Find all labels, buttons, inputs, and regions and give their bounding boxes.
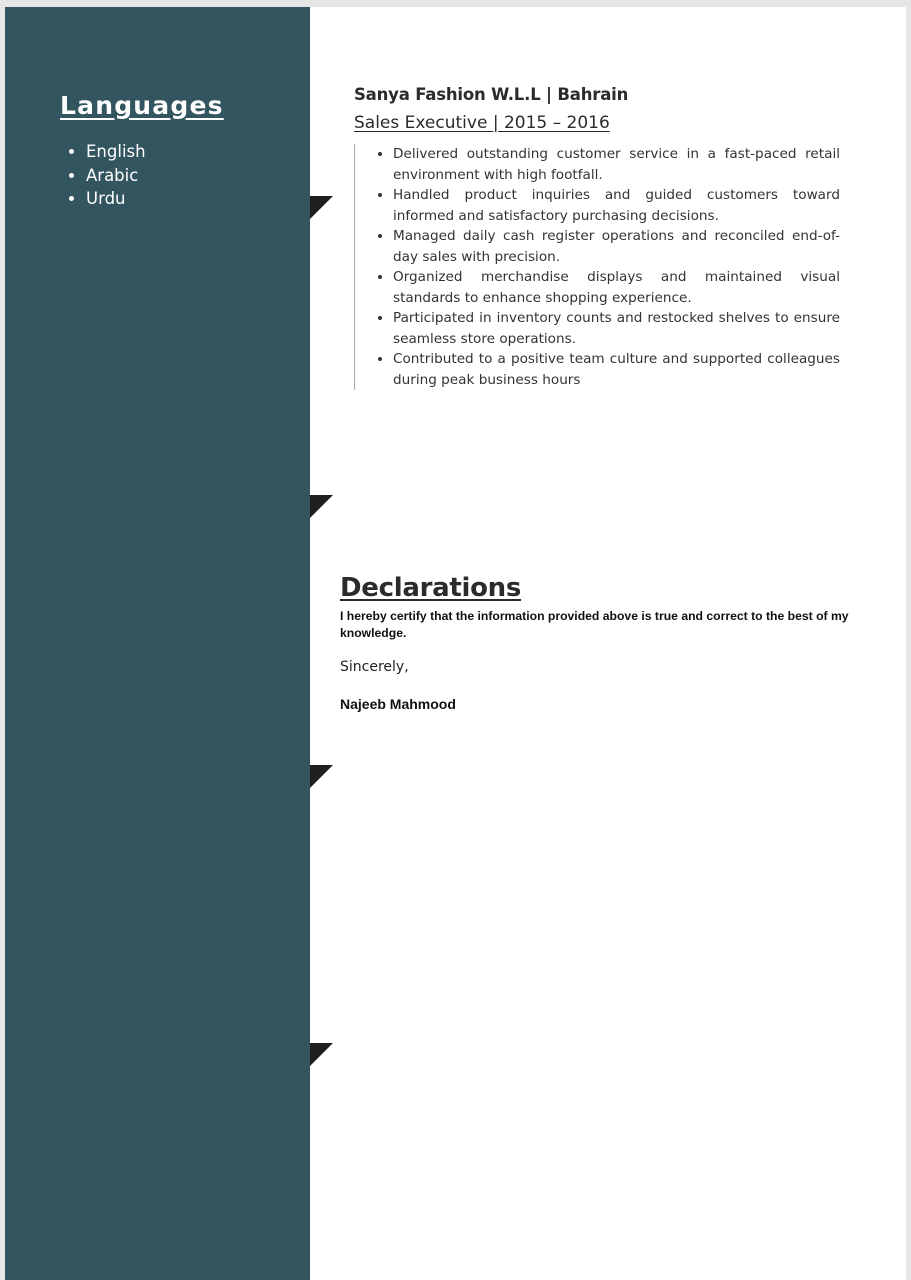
duties-list	[357, 144, 840, 390]
languages-heading: Languages	[60, 91, 224, 120]
duty-item: • Organized merchandise displays and maintained visual standards to enhance shopping experience.	[393, 267, 840, 308]
resume-page	[5, 7, 906, 1280]
corner-notch-decoration	[310, 196, 333, 219]
duty-item: • Contributed to a positive team culture and supported colleagues during peak business hours	[393, 349, 840, 390]
sidebar	[5, 7, 310, 1280]
signer-name: Najeeb Mahmood	[340, 696, 456, 712]
duty-item: • Delivered outstanding customer service in a fast-paced retail environment with high footfall.	[393, 144, 840, 185]
closing-text: Sincerely,	[340, 659, 409, 675]
corner-notch-decoration	[310, 765, 333, 788]
language-item: • Arabic	[86, 164, 146, 188]
declarations-heading: Declarations	[340, 573, 522, 603]
company-name: Sanya Fashion W.L.L | Bahrain	[354, 85, 629, 104]
languages-list	[63, 140, 146, 211]
job-role: Sales Executive | 2015 – 2016	[354, 113, 610, 133]
duty-item: • Handled product inquiries and guided customers toward informed and satisfactory purchasing decisions.	[393, 185, 840, 226]
corner-notch-decoration	[310, 495, 333, 518]
language-item: • English	[86, 140, 146, 164]
duties-block	[354, 144, 840, 390]
language-item: • Urdu	[86, 187, 146, 211]
declaration-statement: I hereby certify that the information provided above is true and correct to the best of my knowledge.	[340, 609, 849, 640]
corner-notch-decoration	[310, 1043, 333, 1066]
experience-entry	[354, 85, 840, 390]
duty-item: • Participated in inventory counts and restocked shelves to ensure seamless store operations.	[393, 308, 840, 349]
duty-item: • Managed daily cash register operations and reconciled end-of-day sales with precision.	[393, 226, 840, 267]
